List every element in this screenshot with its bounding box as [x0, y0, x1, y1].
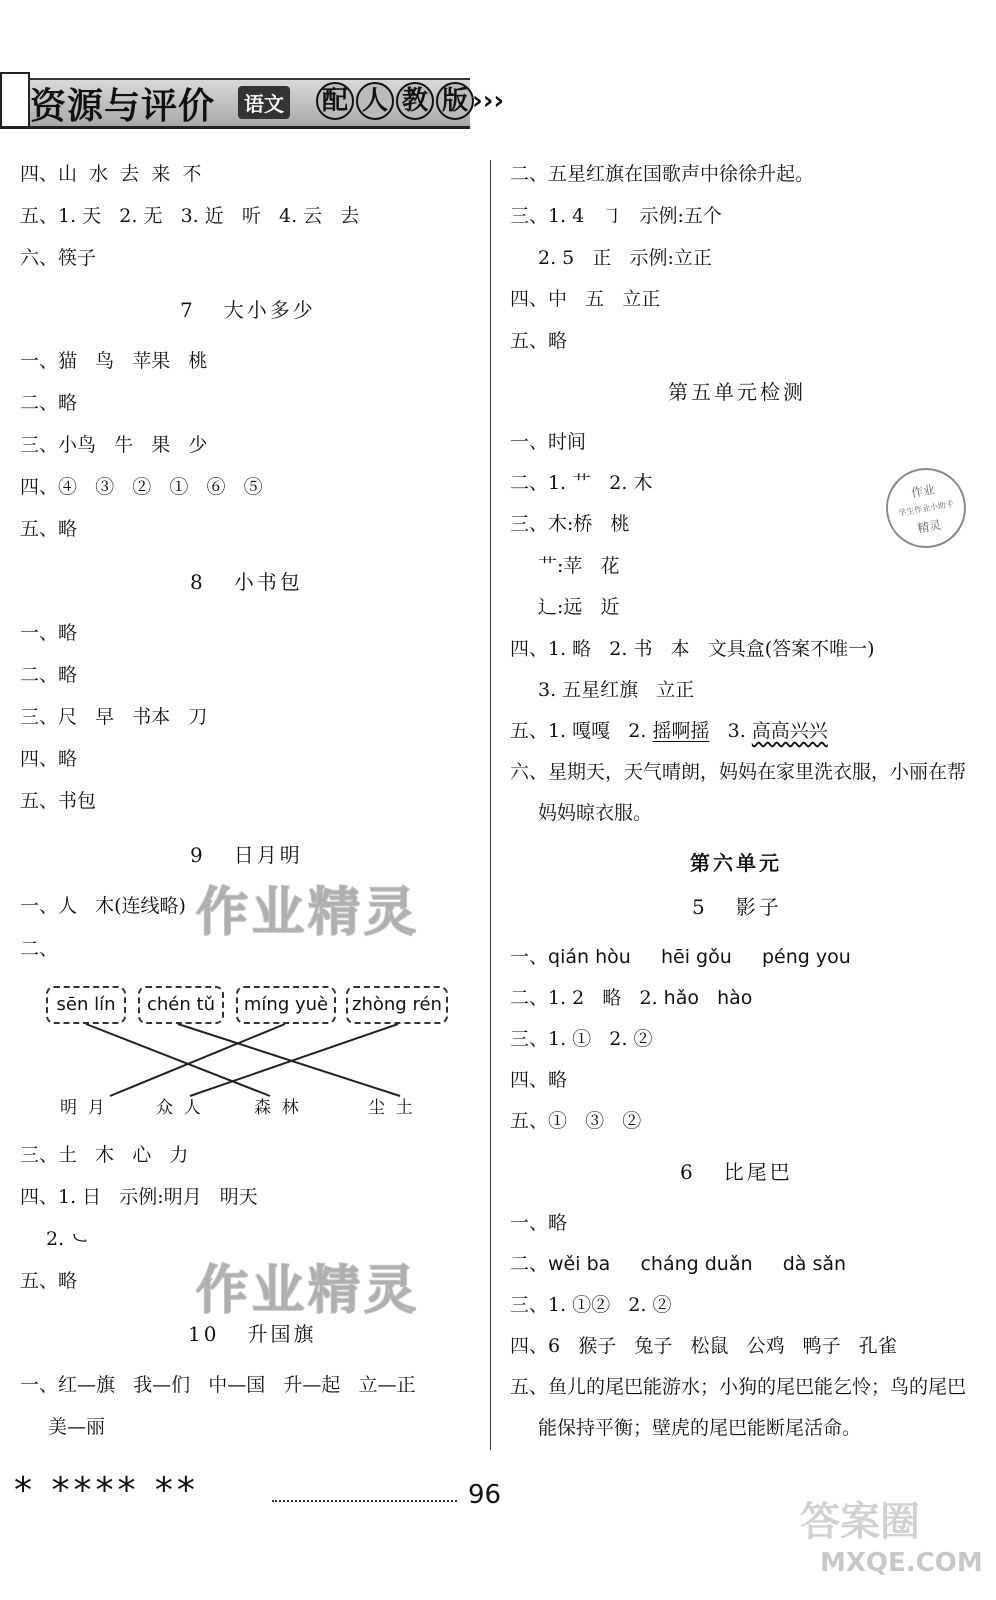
page-number: 96 [468, 1480, 502, 1510]
edition-char: 人 [356, 82, 394, 120]
answer-text: 一、 [510, 946, 549, 968]
pinyin-box: zhòng rén [346, 986, 448, 1024]
answer-line: 四、山 水 去 来 不 [20, 163, 202, 185]
answer-line: 三、1. ① 2. ② [510, 1028, 653, 1050]
answer-line: 二、略 [20, 392, 78, 414]
dotted-leader [272, 1500, 457, 1502]
lesson-heading: 8 小书包 [190, 570, 303, 594]
unit-heading: 第五单元检测 [668, 380, 806, 404]
answer-line: 五、鱼儿的尾巴能游水；小狗的尾巴能乞怜；鸟的尾巴 [510, 1376, 967, 1398]
answer-line: 五、1. 天 2. 无 3. 近 听 4. 云 去 [20, 205, 360, 227]
answer-line: 五、略 [20, 518, 78, 540]
answer-line [510, 948, 851, 967]
answer-line [510, 989, 752, 1008]
watermark: 作业精灵 [196, 883, 421, 943]
answer-text: 二、 [510, 1253, 549, 1275]
pinyin-text: qián hòu hēi gǒu péng you [548, 946, 851, 968]
answer-line: 一、时间 [510, 431, 587, 453]
answer-line [510, 1255, 846, 1274]
answer-line: 四、略 [20, 748, 78, 770]
answer-line: 六、筷子 [20, 247, 97, 269]
answer-line: 2. 5 正 示例:立正 [538, 247, 712, 269]
book-title: 资源与评价 [30, 86, 216, 127]
answer-text: 3. [709, 720, 752, 742]
stamp-line: 作业 [909, 482, 937, 501]
answer-line: 二、1. 艹 2. 木 [510, 472, 653, 494]
answer-line: 三、尺 早 书本 刀 [20, 706, 208, 728]
answer-line: 一、略 [20, 622, 78, 644]
match-word: 森 林 [254, 1098, 299, 1118]
answer-line: 妈妈晾衣服。 [538, 802, 653, 824]
pinyin-box: chén tǔ [138, 986, 224, 1024]
match-word: 尘 土 [368, 1098, 413, 1118]
answer-line: 美—丽 [48, 1416, 106, 1438]
answer-line: 四、6 猴子 兔子 松鼠 公鸡 鸭子 孔雀 [510, 1335, 897, 1357]
answer-line: 四、④ ③ ② ① ⑥ ⑤ [20, 476, 263, 498]
answer-line: 六、星期天，天气晴朗，妈妈在家里洗衣服，小丽在帮 [510, 761, 967, 783]
stamp-line: 学生作业小助手 [897, 499, 955, 518]
underlined-answer: 摇啊摇 [652, 720, 710, 742]
unit-heading: 第六单元 [690, 851, 782, 875]
lesson-heading: 7 大小多少 [180, 298, 316, 322]
wavy-underlined-answer: 高高兴兴 [751, 720, 828, 742]
answer-line: 3. 五星红旗 立正 [538, 679, 695, 701]
answer-line: 四、1. 日 示例:明月 明天 [20, 1186, 258, 1208]
answer-line: 三、1. ①② 2. ② [510, 1294, 672, 1316]
answer-line: 四、中 五 立正 [510, 288, 661, 310]
edition-char: 配 [316, 82, 354, 120]
stamp-line: 精灵 [916, 517, 943, 536]
chevrons-icon: ››› [472, 86, 505, 116]
match-line [110, 1024, 285, 1096]
answer-line: 四、1. 略 2. 书 本 文具盒(答案不唯一) [510, 638, 875, 660]
brand-url: MXQE.COM [820, 1548, 983, 1578]
match-line [86, 1024, 270, 1096]
answer-line: 能保持平衡；壁虎的尾巴能断尾活命。 [538, 1417, 862, 1439]
pinyin-box: sēn lín [46, 986, 126, 1024]
answer-line: 五、① ③ ② [510, 1110, 642, 1132]
pinyin-text: hǎo hào [663, 987, 753, 1009]
match-word: 众 人 [156, 1098, 201, 1118]
answer-line: 艹:苹 花 [538, 555, 620, 577]
answer-text: 五、1. 嘎嘎 2. [510, 720, 653, 742]
answer-line: 三、土 木 心 力 [20, 1144, 189, 1166]
answer-text: 二、1. 2 略 2. [510, 987, 664, 1009]
answer-line: 三、1. 4 ㇆ 示例:五个 [510, 205, 722, 227]
answer-line: 三、木:桥 桃 [510, 513, 630, 535]
edition-char: 教 [396, 82, 434, 120]
pinyin-box: míng yuè [236, 986, 336, 1024]
edition-char: 版 [436, 82, 474, 120]
answer-line: 五、书包 [20, 790, 97, 812]
star-decoration: * **** ** [14, 1470, 199, 1511]
answer-line: 一、人 木(连线略) [20, 895, 186, 917]
book-logo [0, 72, 30, 128]
answer-line: 2. ㇃ [46, 1228, 90, 1250]
lesson-heading: 6 比尾巴 [680, 1160, 793, 1184]
column-divider [490, 160, 491, 1450]
watermark: 作业精灵 [196, 1261, 421, 1321]
lesson-heading: 9 日月明 [190, 843, 303, 867]
answer-line: 四、略 [510, 1069, 568, 1091]
edition-badge [316, 82, 476, 120]
stamp-seal [880, 462, 973, 555]
pinyin-text: wěi ba cháng duǎn dà sǎn [548, 1253, 847, 1275]
lesson-heading: 10 升国旗 [188, 1322, 317, 1346]
match-word: 明 月 [60, 1098, 105, 1118]
brand-watermark: 答案圈 [800, 1499, 920, 1545]
answer-line: 一、猫 鸟 苹果 桃 [20, 350, 208, 372]
answer-line: 辶:远 近 [538, 596, 620, 618]
answer-line: 五、略 [510, 330, 568, 352]
matching-lines [40, 1022, 440, 1098]
answer-line: 一、红—旗 我—们 中—国 升—起 立—正 [20, 1374, 416, 1396]
answer-line: 二、五星红旗在国歌声中徐徐升起。 [510, 163, 815, 185]
answer-line: 二、略 [20, 664, 78, 686]
answer-line: 二、 [20, 938, 59, 960]
lesson-heading: 5 影子 [692, 895, 782, 919]
answer-line: 一、略 [510, 1212, 568, 1234]
answer-line [510, 722, 828, 741]
subject-badge: 语文 [238, 86, 290, 119]
answer-line: 三、小鸟 牛 果 少 [20, 434, 208, 456]
answer-line: 五、略 [20, 1270, 78, 1292]
